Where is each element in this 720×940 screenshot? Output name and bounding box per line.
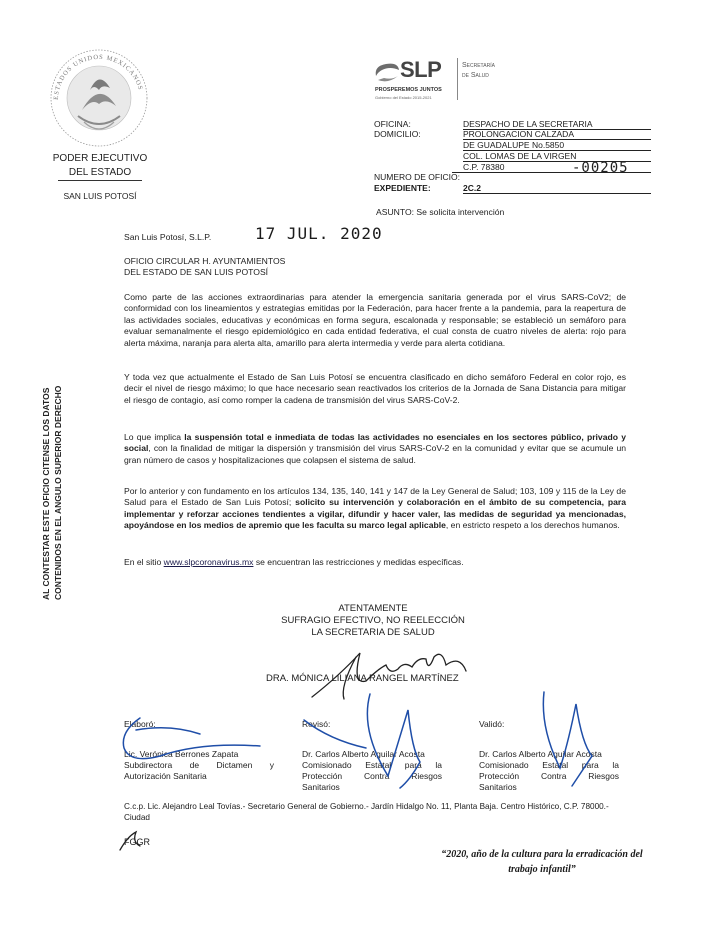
initials-scribble	[116, 828, 146, 856]
elaboro-name: Lic. Verónica Berrones Zapata	[124, 749, 239, 759]
government-name	[40, 152, 160, 180]
reviso-signature	[300, 690, 450, 800]
expediente-label: EXPEDIENTE:	[374, 183, 431, 193]
paragraph-4-bold: solicito su intervención y colaboración en el ámbito de su competencia, para implementar y reforzar acciones tendientes a vigilar, difundir y hacer valer, las medidas de seguridad ya mencionadas, apoyándose en los medios de apremio que les faculta su marco legal aplicable	[124, 497, 627, 531]
side-note-line2: CONTENIDOS EN EL ANGULO SUPERIOR DERECHO	[53, 385, 63, 600]
valido-signature	[520, 688, 640, 798]
numero-oficio-label: NUMERO DE OFICIO:	[374, 172, 460, 182]
expediente-value: 2C.2	[463, 183, 651, 194]
domicilio-line-4: C.P. 78380	[463, 162, 558, 173]
paragraph-4	[124, 486, 626, 532]
seal-text: ESTADOS UNIDOS MEXICANOS	[52, 53, 144, 101]
secretaria-line2: de Salud	[462, 72, 489, 79]
closing-line3: LA SECRETARIA DE SALUD	[311, 627, 435, 638]
initials: FGGR	[124, 837, 150, 847]
valido-label: Validó:	[479, 719, 505, 729]
slp-logo-subtagline: Gobierno del Estado 2015-2021	[375, 95, 432, 100]
slp-logo-icon	[372, 58, 402, 86]
side-note-line1: AL CONTESTAR ESTE OFICIO CITENSE LOS DATOS	[41, 387, 51, 600]
paragraph-3	[124, 432, 626, 466]
government-line1: PODER EJECUTIVO	[52, 153, 148, 164]
paragraph-4-text-c: , en estricto respeto a los derechos humanos.	[445, 520, 620, 531]
reviso-name: Dr. Carlos Alberto Aguilar Acosta	[302, 749, 425, 759]
elaboro-signature	[110, 712, 290, 772]
government-city: SAN LUIS POTOSÍ	[63, 191, 137, 201]
slp-logo-tagline: PROSPEREMOS JUNTOS	[375, 87, 442, 93]
paragraph-5	[124, 557, 626, 568]
paragraph-5-text-b: se encuentran las restricciones y medidas específicas.	[253, 557, 464, 567]
valido-title: Comisionado Estatal para la Protección Contra Riesgos Sanitarios	[479, 760, 619, 792]
ccp-line: C.c.p. Lic. Alejandro Leal Tovías.- Secretario General de Gobierno.- Jardín Hidalgo No. 11, Planta Baja. Centro Histórico, C.P. 78000.- Ciudad	[124, 802, 609, 822]
letter-place: San Luis Potosí, S.L.P.	[124, 232, 212, 242]
letter-date: 17 JUL. 2020	[255, 224, 383, 243]
closing-line2: SUFRAGIO EFECTIVO, NO REELECCIÓN	[281, 615, 465, 626]
reviso-title: Comisionado Estatal para la Protección Contra Riesgos Sanitarios	[302, 760, 442, 792]
paragraph-4-text-a: Por lo anterior y con fundamento en los artículos 134, 135, 140, 141 y 147 de la Ley General de Salud; 103, 109 y 115 de la Ley de Salud para el Estado de San Luis Potosí;	[124, 486, 626, 508]
numero-oficio-value: -00205	[572, 160, 629, 176]
website-link[interactable]: www.slpcoronavirus.mx	[163, 557, 254, 567]
recipient-line1: OFICIO CIRCULAR H. AYUNTAMIENTOS	[124, 256, 286, 266]
domicilio-line-2: DE GUADALUPE No.5850	[463, 140, 651, 151]
recipient	[124, 256, 285, 279]
oficina-value: DESPACHO DE LA SECRETARIA	[463, 119, 651, 130]
paragraph-5-text-a: En el sitio	[124, 557, 164, 567]
domicilio-label: DOMICILIO:	[374, 129, 421, 139]
oficina-label: OFICINA:	[374, 119, 411, 129]
footer-quote: “2020, año de la cultura para la erradicación del trabajo infantil”	[441, 849, 643, 875]
government-divider	[58, 180, 142, 181]
side-note	[40, 340, 64, 600]
logo-divider	[457, 58, 458, 100]
paragraph-2: Y toda vez que actualmente el Estado de San Luis Potosí se encuentra clasificado en dicho semáforo Federal en color rojo, es decir el nivel de riesgo máximo; lo que hace necesario sean reactivados los criterios de la Jornada de Sana Distancia para mitigar el riesgo de contagio, así como romper la cadena de transmisión del virus SARS-CoV-2.	[124, 372, 626, 405]
recipient-line2: DEL ESTADO DE SAN LUIS POTOSÍ	[124, 267, 269, 278]
elaboro-title: Subdirectora de Dictamen y Autorización Sanitaria	[124, 760, 274, 781]
secretaria-de-salud-label	[462, 61, 495, 81]
closing-block	[250, 603, 496, 639]
domicilio-line-1: PROLONGACION CALZADA	[463, 129, 651, 140]
valido-name: Dr. Carlos Alberto Aguilar Acosta	[479, 749, 602, 759]
slp-logo-word: SLP	[400, 57, 442, 82]
paragraph-3-text-a: Lo que implica	[124, 432, 185, 442]
domicilio-line-3: COL. LOMAS DE LA VIRGEN	[463, 151, 651, 162]
paragraph-3-text-c: , con la finalidad de mitigar la dispersión y transmisión del virus SARS-CoV-2 en la comunidad y evitar que se acumule un gran número de casos y hospitalizaciones que colapsen el sistema de salud.	[124, 443, 626, 465]
paragraph-3-bold: la suspensión total e inmediata de todas las actividades no esenciales en los sectores público, privado y social	[124, 432, 626, 454]
reviso-label: Revisó:	[302, 719, 331, 729]
government-line2: DEL ESTADO	[68, 167, 132, 178]
coat-of-arms-seal	[44, 40, 154, 150]
closing-line1: ATENTAMENTE	[338, 603, 408, 614]
paragraph-1: Como parte de las acciones extraordinarias para atender la emergencia sanitaria generada por el virus SARS-CoV2; de conformidad con los lineamientos y estrategias emitidas por la Federación, para hacer frente a la pandemia, para la reapertura de las actividades sociales, educativas y económicas en forma segura, escalonada y responsable; se estableció un semáforo para evaluar semanalmente el riesgo epidemiológico en cada entidad federativa, el cual consta de cuatro niveles de alerta: rojo para alerta máxima, naranja para alerta alta, amarillo para alerta intermedia y verde para alerta cotidiana.	[124, 292, 626, 348]
asunto: ASUNTO: Se solicita intervención	[376, 207, 505, 217]
secretaria-line1: Secretaría	[462, 62, 495, 69]
signer-name: DRA. MÓNICA LILIANA RANGEL MARTÍNEZ	[266, 673, 459, 684]
elaboro-label: Elaboró:	[124, 719, 156, 729]
